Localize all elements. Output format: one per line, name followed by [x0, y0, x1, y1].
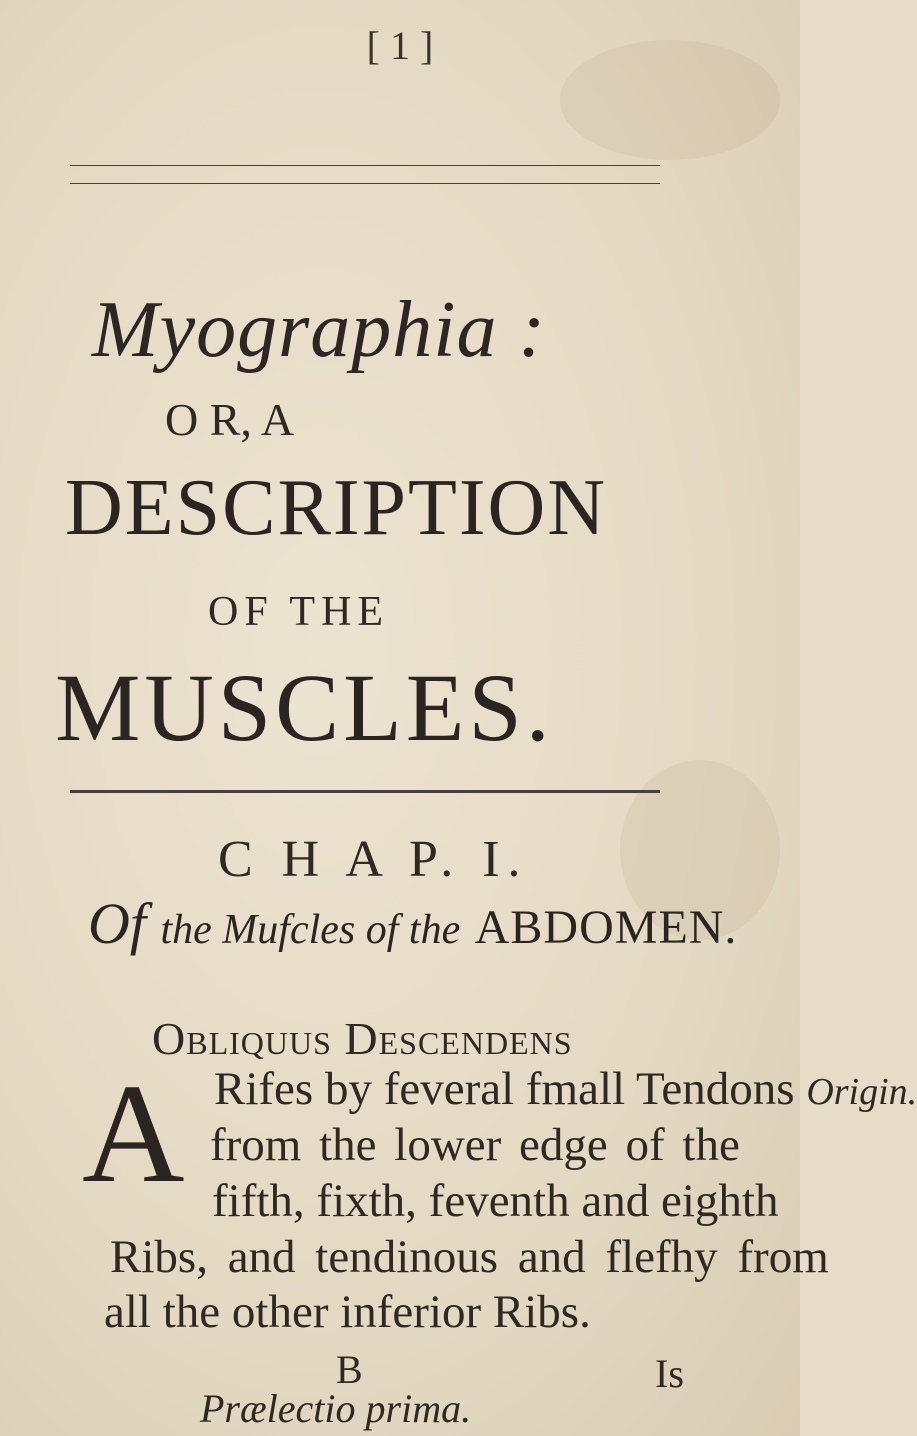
- line-1-text: Rifes by feveral fmall Tendons: [214, 1063, 795, 1115]
- title-muscles: MUSCLES.: [55, 654, 554, 761]
- subtitle-the-muscles: the Mufcles of the: [160, 907, 461, 953]
- chapter-label: C H A P. I.: [218, 831, 529, 888]
- signature-mark: B: [336, 1347, 363, 1392]
- text-line-2: from the lower edge of the: [210, 1119, 740, 1171]
- chapter-subtitle: [88, 890, 737, 957]
- title-description: DESCRIPTION: [65, 464, 608, 552]
- section-rule: [70, 790, 660, 793]
- page-title: Myographia :: [92, 286, 547, 374]
- muscle-heading: Obliquus Descendens: [152, 1013, 573, 1064]
- lecture-note: Prælectio prima.: [200, 1386, 472, 1431]
- title-or-a: O R, A: [165, 394, 295, 445]
- drop-cap: A: [82, 1054, 185, 1212]
- text-line-1: [214, 1062, 917, 1116]
- title-of-the: OF THE: [208, 589, 390, 635]
- subtitle-abdomen: ABDOMEN.: [474, 901, 738, 954]
- text-line-5: all the other inferior Ribs.: [104, 1286, 591, 1338]
- text-line-4: Ribs, and tendinous and flefhy from: [110, 1231, 829, 1283]
- margin-note-origin: Origin.: [806, 1071, 917, 1113]
- header-rule-top: [70, 165, 660, 166]
- catchword: Is: [655, 1351, 684, 1396]
- header-rule-bottom: [70, 183, 660, 184]
- page-number: [ 1 ]: [366, 23, 434, 68]
- subtitle-of: Of: [88, 891, 146, 956]
- text-line-3: fifth, fixth, feventh and eighth: [212, 1175, 779, 1227]
